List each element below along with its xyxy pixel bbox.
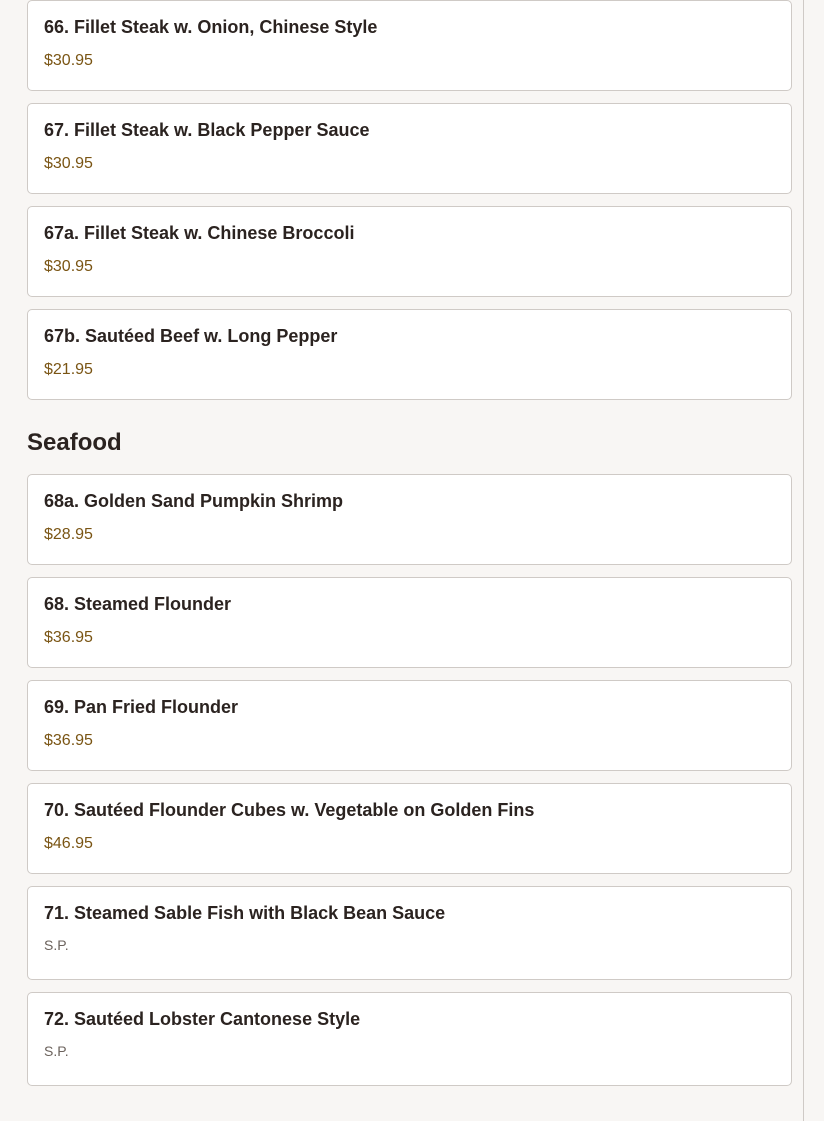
menu-item-name: 68. Steamed Flounder bbox=[44, 594, 232, 614]
scrollbar-track[interactable] bbox=[803, 0, 804, 1121]
menu-item-price: $36.95 bbox=[44, 629, 93, 646]
menu-item-name: 68a. Golden Sand Pumpkin Shrimp bbox=[44, 491, 344, 511]
menu-item-card[interactable] bbox=[27, 474, 792, 565]
menu-item-card[interactable] bbox=[27, 577, 792, 668]
menu-item-card[interactable] bbox=[27, 886, 792, 980]
menu-item-card[interactable] bbox=[27, 103, 792, 194]
menu-list bbox=[27, 0, 792, 1098]
menu-item-price: $30.95 bbox=[44, 258, 93, 275]
menu-item-price: S.P. bbox=[44, 937, 69, 953]
menu-item-card[interactable] bbox=[27, 992, 792, 1086]
menu-item-price: $46.95 bbox=[44, 835, 93, 852]
menu-item-price: $30.95 bbox=[44, 155, 93, 172]
menu-item-card[interactable] bbox=[27, 0, 792, 91]
menu-item-name: 70. Sautéed Flounder Cubes w. Vegetable on Golden Fins bbox=[44, 800, 535, 820]
menu-item-price: $28.95 bbox=[44, 526, 93, 543]
menu-item-name: 67a. Fillet Steak w. Chinese Broccoli bbox=[44, 223, 355, 243]
menu-item-name: 72. Sautéed Lobster Cantonese Style bbox=[44, 1009, 361, 1029]
menu-item-price: S.P. bbox=[44, 1043, 69, 1059]
section-title-seafood: Seafood bbox=[27, 429, 122, 456]
menu-item-name: 67b. Sautéed Beef w. Long Pepper bbox=[44, 326, 338, 346]
menu-item-price: $21.95 bbox=[44, 361, 93, 378]
menu-item-card[interactable] bbox=[27, 309, 792, 400]
menu-item-name: 71. Steamed Sable Fish with Black Bean Sauce bbox=[44, 903, 446, 923]
menu-item-price: $30.95 bbox=[44, 52, 93, 69]
menu-item-card[interactable] bbox=[27, 206, 792, 297]
menu-item-name: 66. Fillet Steak w. Onion, Chinese Style bbox=[44, 17, 378, 37]
menu-item-name: 69. Pan Fried Flounder bbox=[44, 697, 239, 717]
menu-item-price: $36.95 bbox=[44, 732, 93, 749]
menu-item-card[interactable] bbox=[27, 783, 792, 874]
menu-item-card[interactable] bbox=[27, 680, 792, 771]
menu-item-name: 67. Fillet Steak w. Black Pepper Sauce bbox=[44, 120, 370, 140]
